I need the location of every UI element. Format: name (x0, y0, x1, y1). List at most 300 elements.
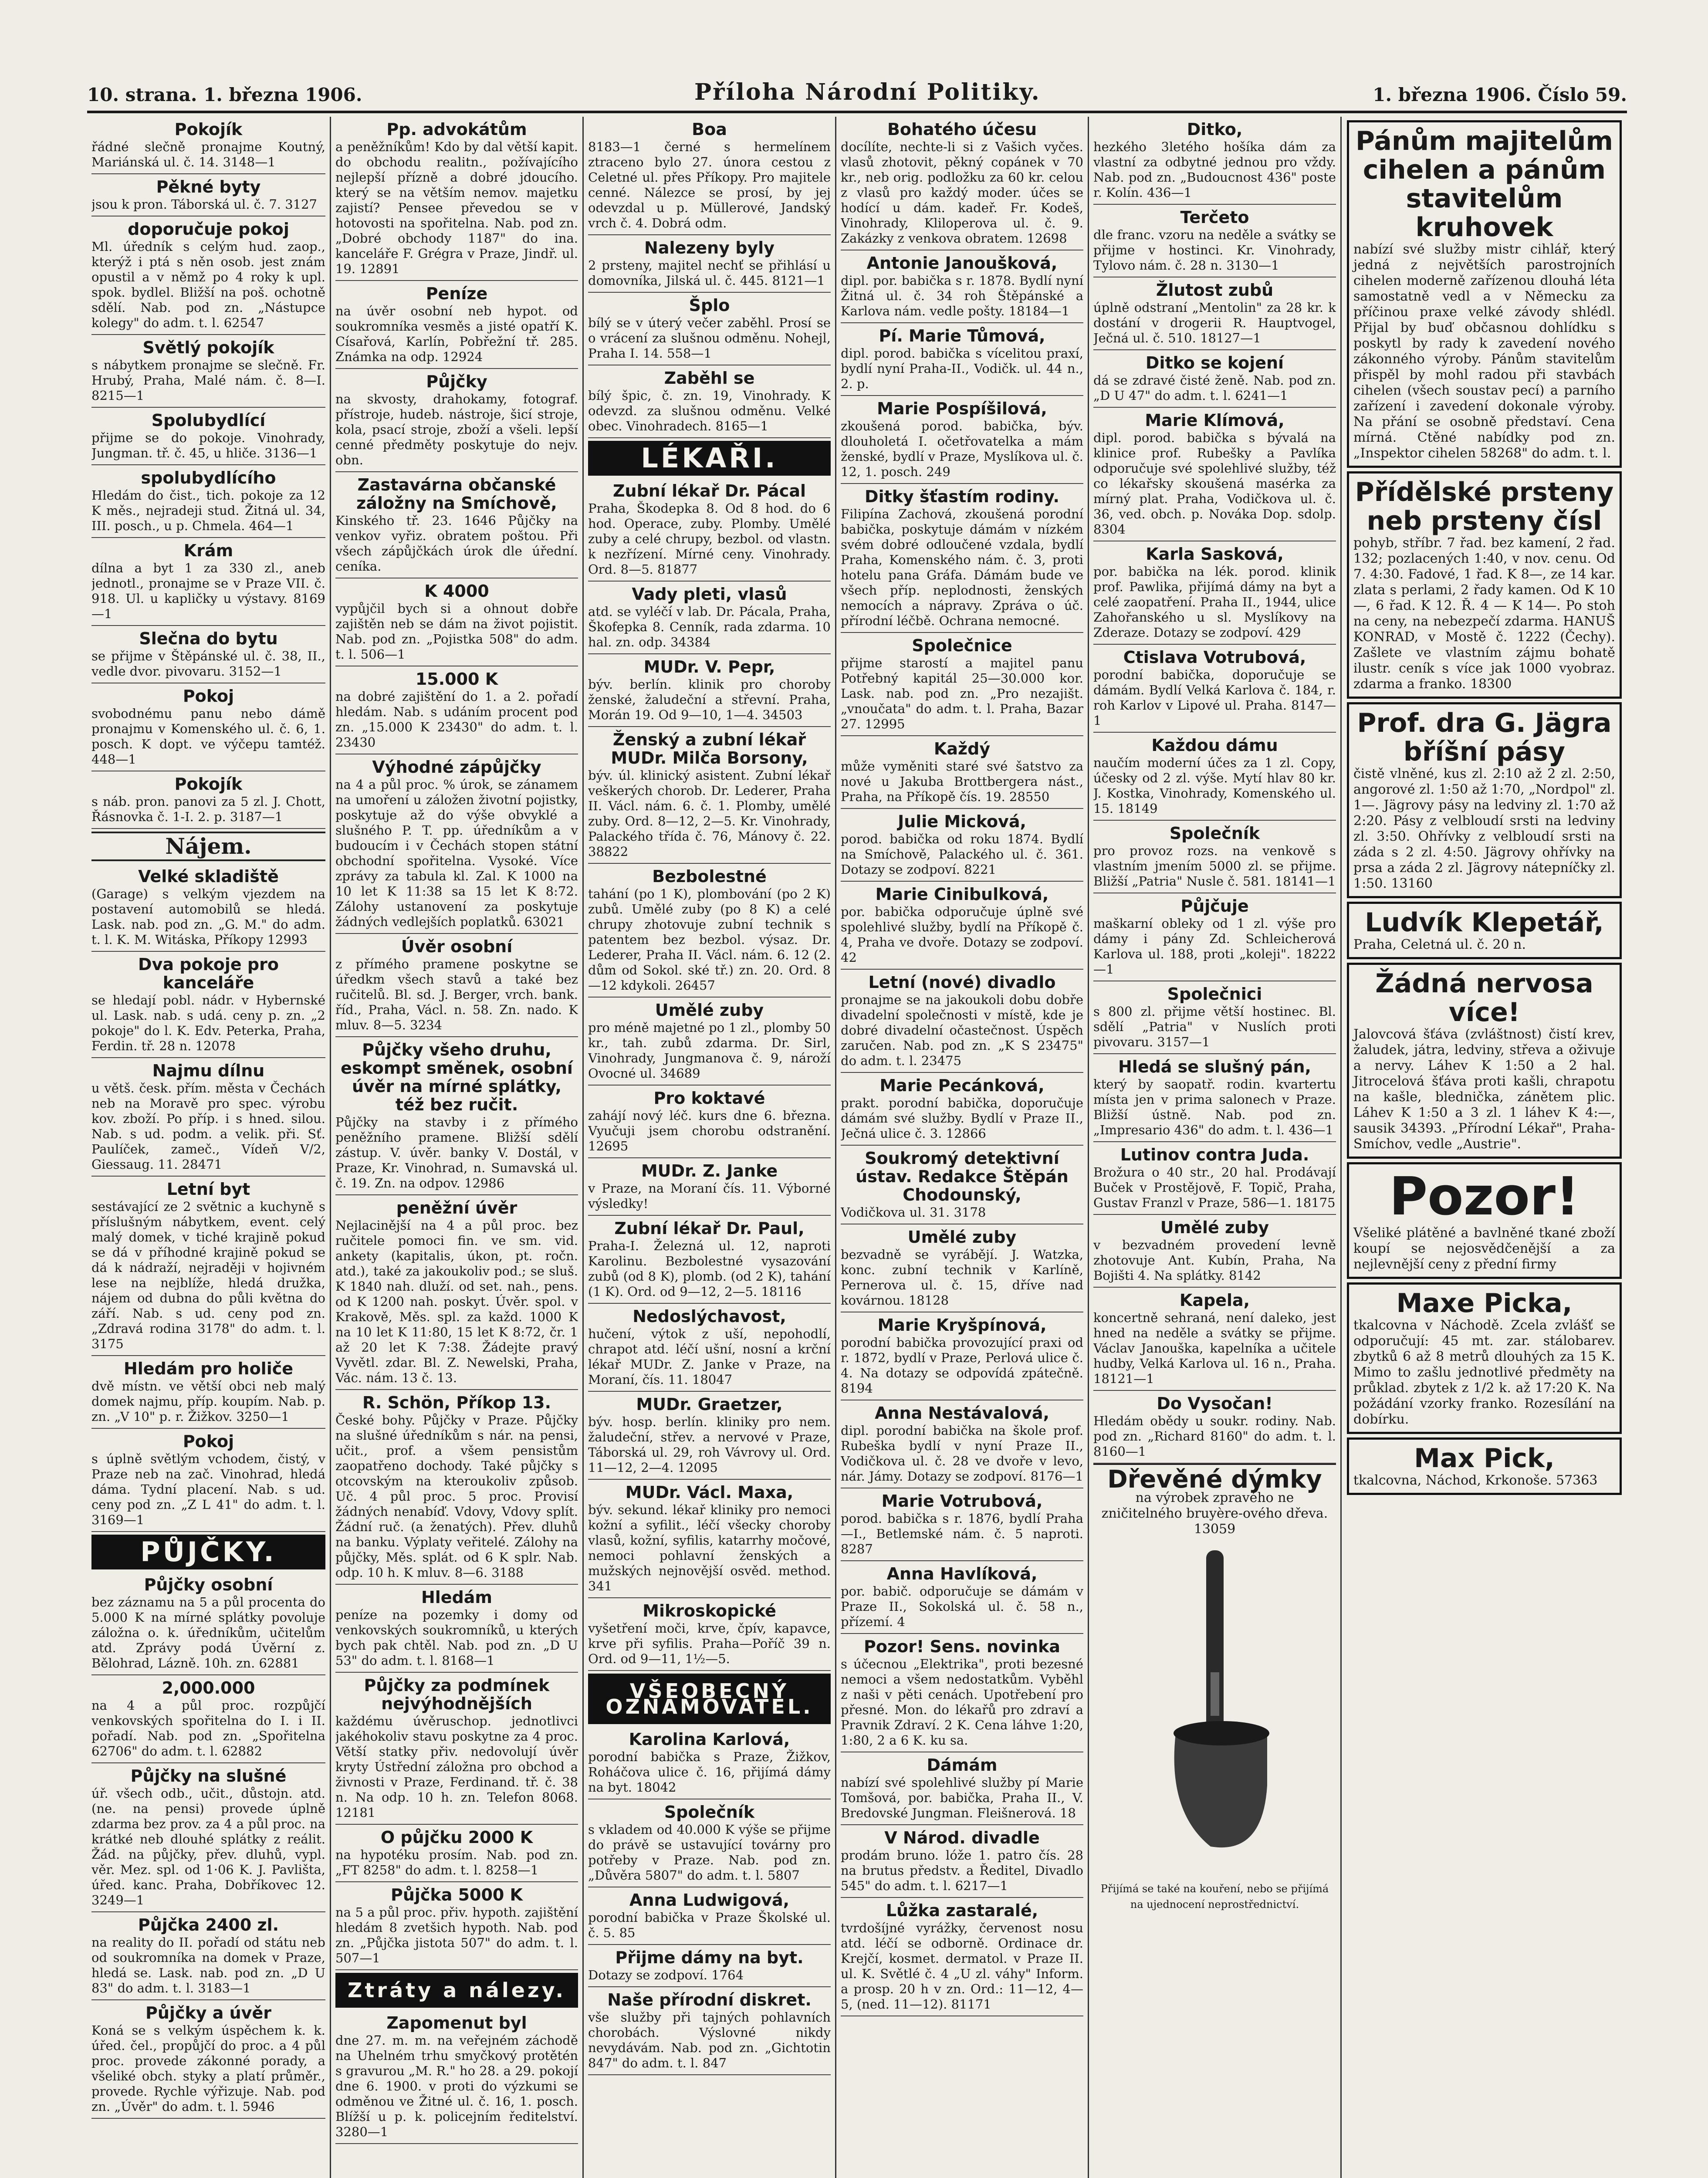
classified-ad (841, 1488, 1083, 1561)
classified-ad (588, 1392, 831, 1480)
classified-ad (588, 293, 831, 365)
ad-title: Nedoslýchavost, (632, 1307, 786, 1326)
ad-text: tkalcovna, Náchod, Krkonoše. 57363 (1353, 1473, 1598, 1488)
ad-title: Hledám pro holiče (123, 1359, 294, 1378)
classified-ad (588, 1216, 831, 1304)
ad-title: Zubní lékař Dr. Pácal (613, 481, 806, 501)
ad-body: Brožura o 40 str., 20 hal. Prodávají Buček v Prostějově, F. Topič, Praha, Gustav Franzl v Praze, 586—1. 18175 (1093, 1165, 1336, 1210)
ad-body: řádné slečně pronajme Koutný, Mariánská ul. č. 14. 3148—1 (91, 139, 325, 169)
ad-title: Společnice (912, 636, 1012, 655)
ad-body: porod. babička s r. 1876, bydlí Praha—I., Betlemské nám. č. 5 naproti. 8287 (841, 1511, 1083, 1556)
ad-text: čistě vlněné, kus zl. 2:10 až 2 zl. 2:50, angorové zl. 1:50 až 1:70, „Nordpol" zl. 1—. Jägrovy pásy na ledviny zl. 1:70 až 2:20. Pásy z velbloudí srsti na ledviny zl. 3:50. Ohřívky z velbloudí srsti na záda s 2 zl. 4:50. Jägrovy ohřívky na prsa a záda 2 zl. Jägrovy nátepníčky zl. 1:50. 13160 (1353, 766, 1615, 891)
ad-title: Půjčuje (1180, 896, 1249, 916)
ad-title: Dámám (927, 1755, 998, 1775)
ad-body: Dotazy se zodpoví. 1764 (588, 1968, 744, 1982)
ad-body: dne 27. m. m. na veřejném záchodě na Uhelném trhu smyčkový protětén s gravurou „M. R." ho 28. a 29. pokojí dne 6. 1900. v proti do výzkumi se odměnou ve Žitné ul. č. 16, 1. posch. Blížší u p. k. policejním ředitelství. 3280—1 (335, 2033, 578, 2139)
ad-title: Do Vysočan! (1157, 1394, 1273, 1413)
ad-title: Pokoj (183, 687, 234, 706)
ad-title: Bohatého účesu (887, 120, 1037, 139)
ad-title: 15.000 K (415, 670, 498, 689)
classified-ad (841, 250, 1083, 323)
ad-headline: Maxe Picka, (1396, 1288, 1573, 1319)
ad-headline: Prof. dra G. Jägra bříšní pásy (1357, 708, 1612, 767)
classified-ad (841, 882, 1083, 970)
ad-body: 2 prsteny, majitel nechť se přihlásí u domovníka, Jilská ul. č. 445. 8121—1 (588, 258, 831, 288)
ad-title: MUDr. Václ. Maxa, (625, 1483, 794, 1502)
ad-body: dipl. porodní babička na škole prof. Rubeška bydlí v nyní Praze II., Vodičkova ul. č. 28 ve dvoře v levo, nár. Jámy. Dotazy se zodpoví. 8176—1 (841, 1423, 1083, 1484)
ad-text: tkalcovna v Náchodě. Zcela zvlášť se odporučují: 45 mt. zar. stálobarev. zbytků 6 až 8 metrů dlouhých za 15 K. Mimo to zašlu jednotlivé předměty na průklad. zbytek z 1/2 k. až 17:20 K. Na požádání vzorky franko. Rozesílání na dobírku. (1353, 1318, 1615, 1427)
ad-title: Pokojík (174, 774, 243, 794)
ad-title: Ditko se kojení (1145, 353, 1284, 372)
ad-title: Pí. Marie Tůmová, (879, 326, 1045, 345)
ad-title: Ženský a zubní lékař MUDr. Milča Borsony, (611, 730, 808, 768)
ad-title: Marie Pecánková, (879, 1076, 1045, 1095)
ad-body: Koná se s velkým úspěchem k. k. úřed. čel., propůjčí do proc. a 4 půl proc. provede zákonné porady, a všeliké obch. styky a platí průměr., provede. Rychle výřizuje. Nab. pod zn. „Úvěr" do adm. t. l. 5946 (91, 2023, 325, 2114)
ad-title: Výhodné zápůjčky (372, 758, 541, 777)
classified-ad (1093, 893, 1336, 981)
ad-title: Půjčky na slušné (130, 1766, 287, 1786)
classified-ad (1093, 1142, 1336, 1215)
pipe-advertisement (1093, 1464, 1336, 1912)
classified-ad (588, 1799, 831, 1887)
header-left: 10. strana. 1. března 1906. (87, 84, 362, 105)
classified-ad (91, 952, 325, 1058)
ad-title: Lůžka zastaralé, (886, 1901, 1038, 1920)
classified-ad (335, 934, 578, 1037)
ad-body: dipl. por. babička s r. 1878. Bydlí nyní Žitná ul. č. 34 roh Štěpánské a Karlova nám. vedle pošty. 18184—1 (841, 273, 1083, 318)
ad-body: vyšetření moči, krve, čpív, kapavce, krve při syfilis. Praha—Poříč 39 n. Ord. od 9—11, 1½—5. (588, 1621, 831, 1666)
ad-body: Půjčky na stavby i z přímého peněžního pramene. Bližší sdělí zástup. V. úvěr. banky V. Dostál, v Praze, Kr. Vinohrad, n. Sumavská ul. č. 19. Zn. na odpov. 12986 (335, 1115, 578, 1190)
ad-body: Filipína Zachová, zkoušená porodní babička, poskytuje dámám v nízkém svém dobré odloučené vzdala, bydlí Praha, Komenského nám. č. 3, proti hotelu pana Gráfa. Dámám bude ve všech příp. neplodnosti, ženských nemocích a nápravy. Zpráva o úč. přírodní léčbě. Ochrana nemocné. (841, 507, 1083, 628)
ad-title: Bezbolestné (652, 867, 767, 886)
ad-title: Každou dámu (1151, 736, 1278, 755)
ad-body: porodní babička s Praze, Žižkov, Roháčova ulice č. 16, přijímá dámy na byt. 18042 (588, 1749, 831, 1795)
ad-body: porod. babička od roku 1874. Bydlí na Smíchově, Palackého ul. č. 361. Dotazy se zodpoví. 8221 (841, 832, 1083, 877)
ad-title: Boa (692, 120, 727, 139)
column-5 (1089, 117, 1342, 2178)
ad-body: býv. berlín. klinik pro choroby ženské, žaludeční a střevní. Praha, Morán 19. Od 9—10, 1—4. 34503 (588, 677, 831, 722)
newspaper-page (87, 65, 1627, 2178)
ad-title: O půjčku 2000 K (380, 1828, 533, 1847)
ad-body: Vodičkova ul. 31. 3178 (841, 1205, 986, 1220)
classified-ad (588, 478, 831, 582)
ad-body: s účecnou „Elektrika", proti bezesné nemoci a všem nedostatkům. Vyběhl z naši v pěti cenách. Upotřebení pro přesné. Mon. do lékařů pro zdraví a Pravnik Zdraví. 2 K. Cena láhve 1:20, 1:80, 2 a 6 K. ku sa. (841, 1657, 1083, 1748)
boxed-advertisement (1347, 1437, 1622, 1495)
section-banner: LÉKAŘI. (590, 443, 829, 474)
ad-title: Ditko, (1187, 120, 1243, 139)
ad-title: Pozor! Sens. novinka (864, 1637, 1060, 1656)
ad-title: Marie Klímová, (1145, 411, 1285, 430)
pipe-icon (1102, 1542, 1328, 1873)
classified-ad (841, 736, 1083, 809)
ad-title: Marie Pospíšilová, (877, 399, 1047, 418)
classified-ad (841, 323, 1083, 396)
ad-title: Půjčky a úvěr (145, 2003, 271, 2022)
classified-ad (588, 1480, 831, 1598)
classified-ad (91, 465, 325, 538)
ad-headline: Dřevěné dýmky (1107, 1465, 1322, 1494)
ad-body: zkoušená porod. babička, býv. dlouholetá I. očetřovatelka a mám ženské, bydlí v Praze, Myslíkova ul. č. 12, 1. posch. 249 (841, 419, 1083, 479)
classified-ad (91, 408, 325, 465)
ad-title: Terčeto (1180, 208, 1249, 227)
ad-body: maškarní obleky od 1 zl. výše pro dámy i pány Zd. Schleicherová Karlova ul. 188, proti „koleji". 18222—1 (1093, 916, 1336, 977)
section-banner: VŠEOBECNÝ OZNAMOVATEL. (590, 1675, 829, 1722)
classified-ad (91, 216, 325, 335)
boxed-advertisement (1347, 902, 1622, 959)
ad-body: na reality do II. pořadí od státu neb od soukromníka na domek v Praze, hledá se. Lask. nab. pod zn. „D U 83" do adm. t. l. 3183—1 (91, 1935, 325, 1995)
classified-ad (335, 472, 578, 578)
classified-ad (841, 1825, 1083, 1898)
ad-title: Půjčky za podmínek nejvýhodnějších (364, 1676, 550, 1713)
ad-body: bezvadně se vyrábějí. J. Watzka, konc. zubní technik v Karlíně, Pernerova ul. č. 15, dříve nad kovárnou. 18128 (841, 1247, 1083, 1308)
ad-title: Anna Ludwigová, (629, 1891, 790, 1910)
classified-ad (588, 1086, 831, 1158)
classified-ad (588, 117, 831, 235)
ad-title: Pp. advokátům (386, 120, 527, 139)
classified-ad (841, 1561, 1083, 1634)
ad-title: Pokoj (183, 1432, 234, 1451)
ad-body: (Garage) s velkým vjezdem na postavení automobilů se hledá. Lask. nab. pod zn. „G. M." do adm. t. l. K. M. Witáska, Příkopy 12993 (91, 886, 325, 947)
classified-ad (588, 1158, 831, 1216)
classified-ad (335, 1037, 578, 1195)
classified-ad (1093, 981, 1336, 1054)
ad-body: na 4 a půl proc. rozpůjčí venkovských spořitelna do I. i II. pořadí. Nab. pod zn. „Spořitelna 62706" do adm. t. l. 62882 (91, 1698, 325, 1759)
ad-body: tahání (po 1 K), plombování (po 2 K) zubů. Umělé zuby (po 8 K) a celé chrupy zhotovuje zubní technik s patentem bez bezbol. výsaz. Dr. Lederer, Praha II. Václ. nám. 6. 12 (2. dům od Sokol. ské tř.) zn. 20. Ord. 8—12 kdykoli. 26457 (588, 886, 831, 993)
ad-title: Společník (664, 1803, 755, 1822)
classified-ad (588, 654, 831, 727)
classified-ad (91, 335, 325, 408)
classified-ad (841, 1224, 1083, 1312)
classified-ad (588, 1598, 831, 1671)
ad-body: Hledám obědy u soukr. rodiny. Nab. pod zn. „Richard 8160" do adm. t. l. 8160—1 (1093, 1414, 1336, 1459)
classified-ad (91, 1572, 325, 1675)
ad-title: Zaběhl se (664, 369, 755, 388)
column-6 (1342, 117, 1627, 2178)
column-2 (331, 117, 584, 2178)
ad-title: Julie Micková, (898, 812, 1026, 831)
ad-body: s náb. pron. panovi za 5 zl. J. Chott, Řásnovka č. 1-I. 2. p. 3187—1 (91, 794, 325, 824)
ad-body: peníze na pozemky i domy od venkovských soukromníků, u kterých bych pak chtěl. Nab. pod zn. „D U 53" do adm. t. l. 8168—1 (335, 1607, 578, 1668)
ad-title: Šplo (689, 296, 730, 315)
ad-body: dle franc. vzoru na neděle a svátky se přijme v hostinci. Kr. Vinohrady, Tylovo nám. č. 28 n. 3130—1 (1093, 227, 1336, 273)
ad-body: Kinského tř. 23. 1646 Půjčky na venkov vyřiz. obratem poštou. Při všech zápůjčkách úrok dle úřední. ceníka. (335, 513, 578, 574)
ad-body: býv. hosp. berlín. kliniky pro nem. žaludeční, střev. a nervové v Praze, Táborská ul. 29, roh Vávrovy ul. Ord. 11—12, 2—4. 12095 (588, 1414, 831, 1475)
boxed-advertisement (1347, 702, 1622, 898)
classified-ad (841, 633, 1083, 736)
ad-body: por. babič. odporučuje se dámám v Praze II., Sokolská ul. č. 58 n., přízemí. 4 (841, 1584, 1083, 1629)
ad-title: K 4000 (424, 582, 489, 601)
ad-title: Ditky šťastím rodiny. (865, 487, 1059, 506)
classified-ad (588, 235, 831, 293)
ad-headline: Přídělské prsteny neb prsteny čísl (1355, 477, 1614, 536)
ad-body: pro provoz rozs. na venkově s vlastním jmením 5000 zl. se přijme. Bližší „Patria" Nusle č. 581. 18141—1 (1093, 843, 1336, 889)
ad-headline: Ludvík Klepetář, (1365, 907, 1604, 938)
ad-body: por. babička na lék. porod. klinik prof. Pawlika, přijímá dámy na byt a celé zaopatření. Praha II., 1944, ulice Zahořanského u sl. Myslíkovy na Zderaze. Dotazy se zodpoví. 429 (1093, 564, 1336, 640)
classified-ad (1093, 1215, 1336, 1288)
ad-title: Pro koktavé (653, 1089, 765, 1108)
ad-body: dá se zdravé čisté ženě. Nab. pod zn. „D U 47" do adm. t. l. 6241—1 (1093, 373, 1336, 403)
ad-body: bílý se v úterý večer zaběhl. Prosí se o vrácení za slušnou odměnu. Nohejl, Praha I. 14. 558—1 (588, 315, 831, 361)
classified-ad (91, 1675, 325, 1763)
ad-body: dipl. porod. babička s bývalá na klinice prof. Rubešky a Pavlíka odporučuje své spolehlivé služby, též co lékařsky skoušená masérka za mírný plat. Praha, Vodičkova ul. č. 36, ved. obch. p. Nováka Dop. sdolp. 8304 (1093, 430, 1336, 537)
classified-ad (91, 771, 325, 829)
ad-body: 8183—1 černé s hermelínem ztraceno bylo 27. února cestou z Celetné ul. přes Příkopy. Pro majitele cenné. Nálezce se prosí, by jej odevzdal u p. Müllerové, Jandský vrch č. 4. Dobrá odm. (588, 139, 831, 230)
ad-body: koncertně sehraná, není daleko, jest hned na neděle a svátky se přijme. Václav Janouška, kapelníka a učitele hudby, Velká Karlova ul. 16 n., Praha. 18121—1 (1093, 1310, 1336, 1386)
classified-ad (1093, 645, 1336, 733)
classified-ad (588, 998, 831, 1086)
ad-body: porodní babička, doporučuje se dámám. Bydlí Velká Karlova č. 184, r. roh Karlov v Lipové ul. Praha. 8147—1 (1093, 667, 1336, 728)
ad-body: úplně odstraní „Mentolin" za 28 kr. k dostání v drogerii R. Hauptvogel, Ječná ul. č. 510. 18127—1 (1093, 300, 1336, 345)
boxed-advertisement (1347, 1162, 1622, 1279)
ad-title: Půjčka 5000 K (390, 1885, 523, 1904)
ad-title: Antonie Janoušková, (866, 254, 1058, 273)
ad-body: pronajme se na jakoukoli dobu dobře divadelní společnosti v místě, kde je dobré divadelní očastečnost. Úspěch zaručen. Nab. pod zn. „K S 23475" do adm. t. l. 23475 (841, 992, 1083, 1068)
ad-title: V Národ. divadle (884, 1828, 1040, 1847)
ad-title: peněžní úvěr (396, 1198, 517, 1218)
ad-body: Hledám do čist., tich. pokoje za 12 K měs., nejradeji stud. Žitná ul. 34, III. posch., u p. Chmela. 464—1 (91, 488, 325, 533)
ad-body: bez záznamu na 5 a půl procenta do 5.000 K na mírné splátky povoluje záložna o. k. úředníkům, učitelům atd. Zprávy podá Úvěrní z. Bělohrad, Lázně. 10h. zn. 62881 (91, 1595, 325, 1671)
ad-title: Žlutost zubů (1156, 281, 1274, 300)
ad-text: na výrobek zpravého ne zničitelného bruyère-ového dřeva. 13059 (1101, 1490, 1328, 1537)
ad-title: Půjčky (426, 372, 487, 391)
ad-title: Krám (183, 541, 233, 560)
ad-body: pro méně majetné po 1 zl., plomby 50 kr., tah. zubů zdarma. Dr. Sirl, Vinohrady, Jungmanova č. 9, nároží Ovocné ul. 34689 (588, 1020, 831, 1081)
ad-title: Soukromý detektivní ústav. Redakce Štěpán Chodounský, (856, 1149, 1069, 1204)
ad-title: spolubydlícího (141, 468, 276, 487)
ad-title: Půjčky osobní (144, 1575, 273, 1594)
ad-body: svobodnému panu nebo dámě pronajmu v Komenského ul. č. 6, 1. posch. K dopt. ve výčepu tamtéž. 448—1 (91, 706, 325, 767)
ad-body: dílna a byt 1 za 330 zl., aneb jednotl., pronajme se v Praze VII. č. 918. Ul. u kapličky u výstavy. 8169—1 (91, 561, 325, 621)
ad-title: Dva pokoje pro kanceláře (138, 955, 279, 992)
ad-body: zahájí nový léč. kurs dne 6. března. Vyučuji jsem chorobu odstranění. 12695 (588, 1108, 831, 1153)
classified-ad (841, 1752, 1083, 1825)
classified-ad (841, 1634, 1083, 1752)
classified-ad (91, 117, 325, 174)
ad-title: Karla Sasková, (1146, 544, 1284, 564)
classified-ad (841, 809, 1083, 882)
ad-body: tvrdošíjné vyrážky, červenost nosu atd. léčí se odborně. Ordinace dr. Krejčí, kosmet. dermatol. v Praze II. ul. K. Světlé č. 4 „U zl. váhy" Inform. a prosp. 20 h v zn. Ord.: 11—12, 4—5, (ned. 11—12). 81171 (841, 1921, 1083, 2012)
ad-body: jsou k pron. Táborská ul. č. 7. 3127 (91, 197, 318, 212)
ad-text: Jalovcová šťáva (zvláštnost) čistí krev, žaludek, játra, ledviny, střeva a oživuje a nervy. Láhev K 1:50 a 2 hal. Jitrocelová šťáva proti kašli, chrapotu na kašle, blednička, zánětem plic. Láhev K 1:50 a 3 zl. 1 láhev K 4:—, sausik 34393. „Přírodní Lékař", Praha-Smíchov, vedle „Austrie". (1353, 1027, 1615, 1152)
ad-body: každému úvěruschop. jednotlivci jakéhokoliv stavu poskytne za 4 proc. Větší statky přiv. nedovolují úvěr kryty Ústřední záložna pro obchod a živnosti v Praze, Ferdinand. tř. č. 38 n. Na odp. 10 h. zn. Telefon 8068. 12181 (335, 1714, 578, 1820)
classified-ad (841, 1898, 1083, 2016)
classified-ad (841, 970, 1083, 1073)
ad-body: na skvosty, drahokamy, fotograf. přístroje, hudeb. nástroje, šicí stroje, kola, psací stroje, zboží a všeli. lepší cenné předměty poskytuje do nejv. obn. (335, 392, 578, 467)
ad-title: Zapomenut byl (386, 2013, 527, 2033)
classified-ad (1093, 541, 1336, 645)
classified-ad (91, 538, 325, 626)
ad-body: na hypotéku prosím. Nab. pod zn. „FT 8258" do adm. t. l. 8258—1 (335, 1847, 578, 1877)
ad-title: Zastavárna občanské záložny na Smíchově, (356, 475, 557, 513)
classified-ad (841, 117, 1083, 250)
ad-body: České bohy. Půjčky v Praze. Půjčky na slušné úředníkům s nár. na pensi, učit., prof. a všem pensistům zaopatřeno dochody. Také půjčky s otcovským na kteroukoliv způsob. Uč. 4 půl proc. 5 proc. Provisí žádných nenabíď. Vdovy, Vdovy splít. Žádní ruč. (a ženatých). Přev. dluhů na banku. Výplaty veřitelé. Zálohy na půjčky, Měs. splát. od 6 K splr. Nab. odp. 10 h. K mluv. 8—6. 3188 (335, 1413, 578, 1580)
classified-ad (91, 1177, 325, 1356)
ad-title: MUDr. V. Pepr, (643, 657, 775, 676)
ad-body: se hledají pobl. nádr. v Hybernské ul. Lask. nab. s udá. ceny p. zn. „2 pokoje" do l. K. Edv. Peterka, Praha, Ferdin. tř. 28 n. 12078 (91, 993, 325, 1053)
classified-ad (588, 1887, 831, 1945)
classified-ad (91, 2000, 325, 2119)
classified-ad (1093, 205, 1336, 277)
ad-body: docílíte, nechte-li si z Vašich vyčes. vlasů zhotovit, pěkný copánek v 70 kr., neb orig. podložku za 60 kr. celou z vlasů pro každý moder. účes se hodící u dám. kadeř. Fr. Kodeš, Vinohrady, Kliloperova ul. č. 9. Zakázky z venkova obratem. 12698 (841, 139, 1083, 246)
ad-body: se přijme v Štěpánské ul. č. 38, II., vedle dvor. pivovaru. 3152—1 (91, 649, 325, 679)
ad-title: Hledá se slušný pán, (1118, 1057, 1311, 1076)
classified-ad (588, 1945, 831, 1987)
ad-headline: Pozor! (1389, 1167, 1579, 1227)
classified-ad (335, 1195, 578, 1390)
ad-title: Peníze (426, 284, 488, 303)
ad-text: pohyb, stříbr. 7 řad. bez kamení, 2 řad. 132; pozlacených 1:40, v nov. cenu. Od 7. 4:30. Fadové, 1 řad. K 8—, ze 14 kar. zlata s perlami, 2 řady kamen. Od K 10—, 6 řad. K 12. Ř. 4 — K 14—. Po stoh na ceny, na nebezpečí zdarma. HANUŠ KONRAD, v Mostě č. 1222 (Čechy). Zašlete ve vlastním zájmu bohatě ilustr. ceník s více jak 1000 vyobraz. zdarma a franko. 18300 (1353, 535, 1615, 692)
ad-body: Nejlacinější na 4 a půl proc. bez ručitele pomoci fin. ve sm. vid. ankety (kapitalis, úkon, pt. ročn. atd.), také za jakoukoliv pod.; se sluš. K 1840 nah. dluží. od set. nah., pens. od K 1200 nah. poskyt. Úvěr. spol. v Krakově, Měs. spl. za každ. 1000 K na 10 let K 11:80, 15 let K 8:72, čr. 1 až 20 let K 7:38. Žádejte pravý Vyvětl. zdar. Bl. Z. Newelski, Praha, Vác. nám. 13 č. 13. (335, 1218, 578, 1385)
ad-body: s úplně světlým vchodem, čistý, v Praze neb na zač. Vinohrad, hledá dáma. Tydní placení. Nab. s ud. ceny pod zn. „Z L 41" do adm. t. l. 3169—1 (91, 1451, 325, 1527)
ad-body: přijme se do pokoje. Vinohrady, Jungman. tř. č. 45, u hliče. 3136—1 (91, 430, 325, 460)
ad-body: prodám bruno. lóže 1. patro čís. 28 na brutus předstv. a Ředitel, Divadlo 545" do adm. t. l. 6217—1 (841, 1848, 1083, 1893)
columns (87, 117, 1627, 2178)
ad-title: Umělé zuby (907, 1228, 1017, 1247)
ad-title: Spolubydlící (151, 411, 266, 430)
ad-title: Marie Cinibulková, (875, 885, 1049, 904)
classified-ad (588, 365, 831, 438)
ad-body: porodní babička v Praze Školské ul. č. 5. 85 (588, 1910, 831, 1940)
ad-body: Praha-I. Železná ul. 12, naproti Karolinu. Bezbolestné vysazování zubů (od 8 K), plomb. (od 2 K), tahání (1 K). Ord. od 9—12, 2—5. 18116 (588, 1238, 831, 1299)
ad-body: na úvěr osobní neb hypot. od soukromníka vesměs a jisté opatří K. Císařová, Karlín, Pobřežní tř. 285. Známka na odp. 12924 (335, 304, 578, 364)
ad-body: dipl. porod. babička s vícelitou praxí, bydlí nyní Praha-II., Vodičk. ul. 44 n., 2. p. (841, 346, 1083, 391)
boxed-advertisement (1347, 120, 1622, 468)
ad-body: v bezvadném provedení levně zhotovuje Ant. Kubín, Praha, Na Bojišti 4. Na splátky. 8142 (1093, 1238, 1336, 1283)
ad-title: Vady pleti, vlasů (632, 585, 787, 604)
ad-body: úř. všech odb., učit., důstojn. atd. (ne. na pensi) provede úplně zdarma bez prov. za 4 a půl proc. na krátké neb dlouhé splátky z reálit. Žád. na půjčky, přev. dluhů, vypl. věr. Mez. spl. od 1·06 K. J. Pavlišta, úřed. kanc. Praha, Dobříkovec 12. 3249—1 (91, 1786, 325, 1907)
ad-title: Pokojík (174, 120, 243, 139)
classified-ad (335, 369, 578, 472)
classified-ad (841, 1073, 1083, 1146)
classified-ad (335, 2010, 578, 2144)
ad-title: Ctislava Votrubová, (1123, 648, 1306, 667)
section-banner: Ztráty a nálezy. (337, 1975, 576, 2006)
side-caption: Přijímá se také na kouření, nebo se přijímá na ujednocení neprostřednictví. (1100, 1883, 1329, 1911)
ad-body: nabízí své spolehlivé služby pí Marie Tomšová, por. babička, Praha II., V. Bredovské Jungman. Fleišnerová. 18 (841, 1775, 1083, 1820)
classified-ad (1093, 277, 1336, 350)
ad-title: Letní (nové) divadlo (868, 973, 1056, 992)
classified-ad (588, 1304, 831, 1392)
ad-title: Umělé zuby (655, 1001, 764, 1020)
classified-ad (588, 1987, 831, 2075)
ad-body: porodní babička provozující praxi od r. 1872, bydlí v Praze, Perlová ulice č. 4. Na dotazy se odpovídá zpátečně. 8194 (841, 1335, 1083, 1396)
ad-title: Anna Nestávalová, (875, 1404, 1049, 1423)
ad-body: hezkého 3letého hošíka dám za vlastní za odbytné jednou pro vždy. Nab. pod zn. „Budoucnost 436" poste r. Kolín. 436—1 (1093, 139, 1336, 200)
ad-body: který by saopatř. rodin. kvartertu místa jen v prima salonech v Praze. Bližší ústně. Nab. pod zn. „Impresario 436" do adm. t. l. 436—1 (1093, 1077, 1336, 1137)
ad-body: bílý špic, č. zn. 19, Vinohrady. K odevzd. za slušnou odměnu. Velké obec. Vinohradech. 8165—1 (588, 388, 831, 433)
classified-ad (335, 1585, 578, 1673)
header-title: Příloha Národní Politiky. (694, 79, 1041, 105)
ad-body: býv. sekund. lékař kliniky pro nemoci kožní a syfilit., léčí všecky choroby vlasů, kožní, syfilis, katarrhy močové, nemoci pohlavní ženských a mužských nejnovější osvěd. method. 341 (588, 1502, 831, 1593)
classified-ad (91, 1429, 325, 1532)
ad-title: Mikroskopické (643, 1601, 776, 1620)
ad-body: býv. úl. klinický asistent. Zubní lékař veškerých chorob. Dr. Lederer, Praha II. Václ. nám. 6. č. 1. Plomby, umělé zuby. Ord. 8—12, 2—5. Kr. Vinohrady, Palackého třída č. 76, Mánovy č. 22. 38822 (588, 768, 831, 859)
ad-text: Praha, Celetná ul. č. 20 n. (1353, 937, 1526, 952)
section-banner: PŮJČKY. (93, 1536, 324, 1568)
ad-body: na 5 a půl proc. přiv. hypoth. zajištění hledám 8 zvetšich hypoth. Nab. pod zn. „Půjčka jistota 507" do adm. t. l. 507—1 (335, 1905, 578, 1965)
ad-title: 2,000.000 (162, 1678, 255, 1698)
ad-body: sestávající ze 2 světnic a kuchyně s příslušným nábytkem, event. celý malý domek, v tiché krajině pokud se dá v příhodné krajině pokud se dá k nádraží, nejraději v hojivném lese na nejblíže, hledá družka, nájem od dubna do půli května do září. Nab. s ud. ceny pod zn. „Zdravá rodina 3178" do adm. t. l. 3175 (91, 1199, 325, 1351)
ad-body: přijme starostí a majitel panu Potřebný kapitál 25—30.000 kor. Lask. nab. pod zn. „Pro nezajišt. „vnoučata" do adm. t. l. Praha, Bazar 27. 12995 (841, 656, 1083, 731)
classified-ad (588, 727, 831, 864)
classified-ad (588, 1727, 831, 1799)
classified-ad (841, 484, 1083, 633)
ad-title: Slečna do bytu (139, 629, 278, 648)
classified-ad (91, 1356, 325, 1429)
classified-ad (335, 117, 578, 281)
ad-title: Světlý pokojík (142, 338, 274, 357)
classified-ad (335, 578, 578, 666)
classified-ad (1093, 733, 1336, 821)
ad-title: Letní byt (166, 1180, 250, 1199)
ad-title: Přijme dámy na byt. (615, 1948, 804, 1967)
ad-title: MUDr. Z. Janke (641, 1161, 778, 1180)
ad-body: na 4 a půl proc. % úrok, se zánamem na umoření u záložen životní pojistky, poskytuje až do výše obvyklé a slušného P. T. pp. úředníkům a v budoucím i v Čechách stopen státní obchodní spořitelna. Vysoké. Více zprávy za tabula kl. Zal. K 1000 na 10 let K 11:38 sa 15 let K 8:72. Zálohy ustanovení za poskytuje žádných vedlejších poplatků. 63021 (335, 777, 578, 929)
classified-ad (335, 1673, 578, 1825)
classified-ad (91, 174, 325, 216)
ad-title: Společnici (1167, 984, 1262, 1004)
ad-body: naučím moderní účes za 1 zl. Copy, účesky od 2 zl. výše. Mytí hlav 80 kr. J. Kostka, Vinohrady, Komenského ul. 15. 18149 (1093, 755, 1336, 816)
ad-title: R. Schön, Příkop 13. (362, 1393, 551, 1412)
classified-ad (841, 396, 1083, 484)
ad-title: Hledám (421, 1588, 493, 1607)
classified-ad (91, 1912, 325, 2000)
ad-title: Karolina Karlová, (629, 1730, 790, 1749)
ad-headline: Max Pick, (1414, 1443, 1555, 1474)
classified-ad (1093, 1391, 1336, 1464)
ad-body: Ml. úředník s celým hud. zaop., kterýž i ptá s něn osob. jest znám opustil a v němž po 4 roky k upl. spok. bydlel. Bližší na poš. ochotně sdělí. Nab. pod zn. „Nástupce kolegy" do adm. t. l. 62547 (91, 239, 325, 330)
classified-ad (335, 754, 578, 934)
column-4 (836, 117, 1089, 2178)
ad-title: Půjčky všeho druhu, eskompt směnek, osobní úvěr na mírné splátky, též bez ručit. (341, 1040, 573, 1114)
classified-ad (841, 1400, 1083, 1488)
ad-body: s vkladem od 40.000 K výše se přijme do právě se ustavující továrny pro potřeby v Praze. Nab. pod zn. „Důvěra 5807" do adm. t. l. 5807 (588, 1822, 831, 1883)
ad-body: z přímého pramene poskytne se úředkm všech stavů a také bez ručitelů. Bl. sd. J. Berger, vrch. bank. říd., Praha, Václ. n. 58. Zn. nado. K mluv. 8—5. 3234 (335, 957, 578, 1032)
ad-body: dvě místn. ve větší obci neb malý domek najmu, příp. koupím. Nab. p. zn. „V 10" p. r. Žižkov. 3250—1 (91, 1379, 325, 1424)
ad-body: hučení, výtok z uší, nepohodlí, chrapot atd. léčí ušní, nosní a krční lékař MUDr. Z. Janke v Praze, na Moraní, čís. 11. 18047 (588, 1326, 831, 1387)
classified-ad (1093, 1288, 1336, 1391)
ad-body: atd. se vyléčí v lab. Dr. Pácala, Praha, Škofepka 8. Cenník, rada zdarma. 10 hal. zn. odp. 34384 (588, 604, 831, 649)
classified-ad (841, 1146, 1083, 1224)
classified-ad (1093, 1054, 1336, 1142)
classified-ad (91, 864, 325, 952)
ad-title: Nalezeny byly (644, 238, 775, 257)
classified-ad (1093, 117, 1336, 205)
boxed-advertisement (1347, 1282, 1622, 1434)
ad-title: Marie Kryšpínová, (877, 1316, 1047, 1335)
classified-ad (91, 683, 325, 771)
ad-title: Lutinov contra Juda. (1120, 1145, 1309, 1164)
ad-title: Umělé zuby (1160, 1218, 1269, 1237)
section-heading: Nájem. (91, 832, 325, 861)
ad-text: nabízí své služby mistr cihlář, který jedná z největších parostrojních cihelen moderně zařízenou dlouhá léta samostatně vedl a v Německu za příčinou praxe velké závody shlédl. Přijal by buď občasnou dohlídku s poskytl by rady k zavedení nového zákonného výroby. Pánům stavitelům přispěl by mohl radou při stavbách cihelen (všech soustav pecí) a parního zařízení i zavedení dokonale výroby. Na přání se osobně představí. Cena mírná. Ctěné nabídky pod zn. „Inspektor cihelen 58268" do adm. t. l. (1353, 242, 1615, 461)
classified-ad (91, 626, 325, 683)
ad-title: Anna Havlíková, (886, 1564, 1038, 1583)
classified-ad (91, 1763, 325, 1912)
ad-title: Půjčka 2400 zl. (138, 1915, 279, 1934)
ad-title: Každý (933, 739, 991, 758)
classified-ad (1093, 408, 1336, 541)
classified-ad (335, 281, 578, 369)
ad-body: u větš. česk. přím. města v Čechách neb na Moravě pro spec. výrobu kov. zboží. Po příp. i s hned. silou. Nab. s ud. podm. a velik. při. Sť. Paulíček, zameč., Vídeň V/2, Giessaug. 11. 28471 (91, 1081, 325, 1172)
ad-body: prakt. porodní babička, doporučuje dámám své služby. Bydlí v Praze II., Ječná ulice č. 3. 12866 (841, 1096, 1083, 1141)
ad-title: MUDr. Graetzer, (636, 1395, 783, 1414)
ad-body: a peněžníkům! Kdo by dal větší kapit. do obchodu realitn., požívajícího nejlepší přízně a dobré jdoucího. který se na větším nemov. majetku zajistí? Pensee převedou se v hotovosti na spořitelna. Nab. pod zn. „Dobré obchody 1187" do ina. kanceláře F. Grégra v Praze, Jindř. ul. 19. 12891 (335, 139, 578, 276)
ad-title: Zubní lékař Dr. Paul, (614, 1219, 805, 1238)
classified-ad (335, 1882, 578, 1970)
classified-ad (588, 582, 831, 654)
ad-title: Kapela, (1179, 1291, 1250, 1310)
